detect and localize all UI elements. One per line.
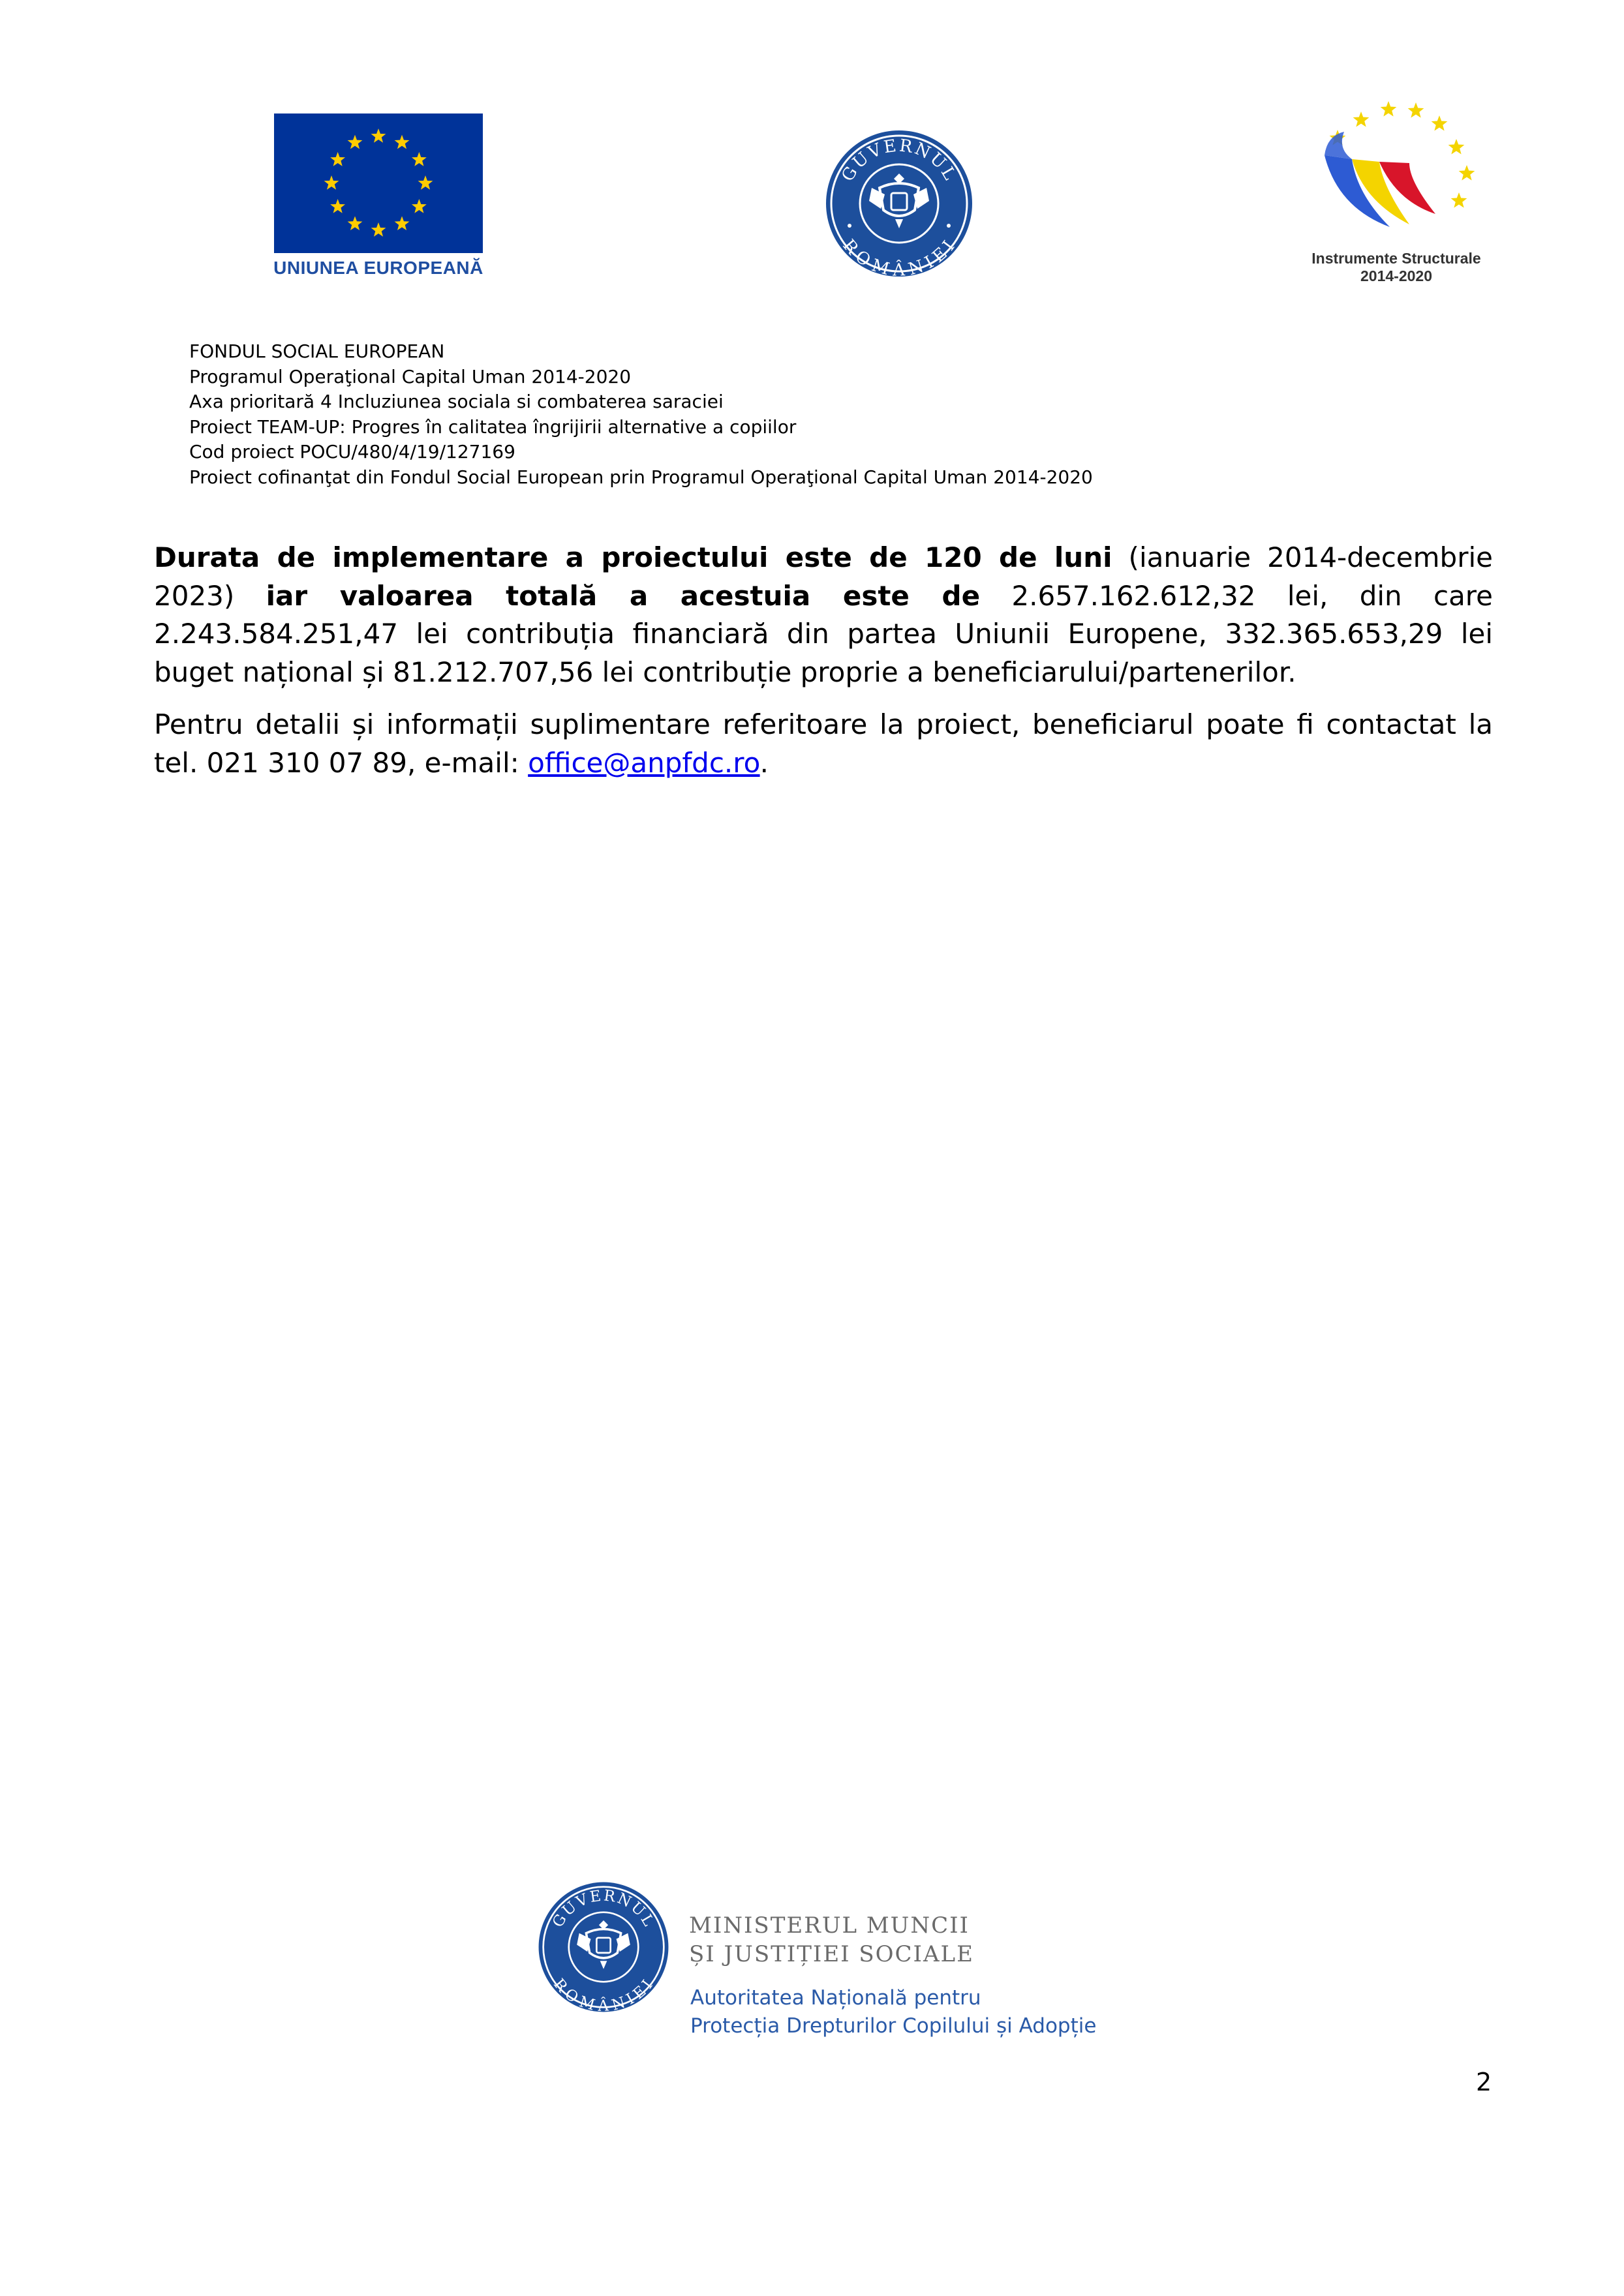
instrumente-structurale-label bbox=[1272, 250, 1520, 285]
value-bold: iar valoarea totală a acestuia este de bbox=[266, 579, 981, 612]
instrumente-star-icon bbox=[1353, 112, 1370, 127]
email-link[interactable]: office@anpfdc.ro bbox=[528, 746, 760, 779]
svg-text:ROMÂNIEI: ROMÂNIEI bbox=[838, 235, 960, 279]
instrumente-star-icon bbox=[1408, 102, 1424, 118]
instrumente-label-line2: 2014-2020 bbox=[1360, 267, 1432, 284]
eu-logo-label: UNIUNEA EUROPEANĂ bbox=[273, 258, 483, 278]
header-line-project: Proiect TEAM-UP: Progres în calitatea îngrijirii alternative a copiilor bbox=[189, 415, 797, 438]
authority-name-line1: Autoritatea Națională pentru bbox=[690, 1986, 981, 2010]
header-line-code: Cod proiect POCU/480/4/19/127169 bbox=[189, 441, 515, 462]
instrumente-star-icon bbox=[1459, 165, 1475, 181]
contact-text: Pentru detalii și informații suplimentare referitoare la proiect, beneficiarul poate fi contactat la tel. 021 310 07 89, e-mail: bbox=[154, 708, 1493, 779]
paragraph-duration-value bbox=[154, 539, 1493, 691]
header-line-cofinancing: Proiect cofinanţat din Fondul Social European prin Programul Operaţional Capital Uman 2014-2020 bbox=[189, 466, 1093, 488]
svg-text:ROMÂNIEI: ROMÂNIEI bbox=[550, 1975, 658, 2014]
header-line-fund: FONDUL SOCIAL EUROPEAN bbox=[189, 340, 445, 362]
instrumente-star-icon bbox=[1381, 101, 1397, 117]
eu-flag-logo bbox=[274, 113, 483, 253]
instrumente-structurale-logo bbox=[1311, 97, 1481, 247]
contact-end: . bbox=[759, 746, 769, 779]
ministry-name-line1: MINISTERUL MUNCII bbox=[689, 1912, 970, 1939]
header-line-axis: Axa prioritară 4 Incluziunea sociala si combaterea saraciei bbox=[189, 391, 724, 412]
instrumente-label-line1: Instrumente Structurale bbox=[1311, 250, 1481, 267]
ministry-name-line2: ȘI JUSTIȚIEI SOCIALE bbox=[689, 1941, 974, 1967]
instrumente-star-icon bbox=[1448, 139, 1465, 155]
government-seal-logo bbox=[823, 128, 975, 279]
instrumente-star-icon bbox=[1451, 192, 1467, 208]
project-header-info bbox=[189, 339, 1494, 490]
value-details: 2.657.162.612,32 lei, din care 2.243.584.251,47 lei contribuția financiară din partea Uniunii Europene, 332.365.653,29 lei buget național și 81.212.707,56 lei contribuție proprie a beneficiarului/partenerilor. bbox=[154, 579, 1493, 688]
instrumente-star-icon bbox=[1432, 115, 1448, 131]
page-number: 2 bbox=[1476, 2068, 1492, 2096]
authority-name-line2: Protecția Drepturilor Copilului și Adopție bbox=[690, 2014, 1097, 2038]
header-line-program: Programul Operaţional Capital Uman 2014-2020 bbox=[189, 365, 632, 387]
duration-dates: (ianuarie 2014-decembrie 2023) bbox=[154, 541, 1493, 612]
svg-text:GUVERNUL: GUVERNUL bbox=[838, 136, 960, 185]
body-text bbox=[154, 539, 1493, 782]
duration-bold: Durata de implementare a proiectului este de 120 de luni bbox=[154, 541, 1112, 573]
paragraph-contact bbox=[154, 706, 1493, 782]
svg-text:GUVERNUL: GUVERNUL bbox=[549, 1887, 658, 1931]
government-seal-footer-logo bbox=[536, 1880, 671, 2014]
